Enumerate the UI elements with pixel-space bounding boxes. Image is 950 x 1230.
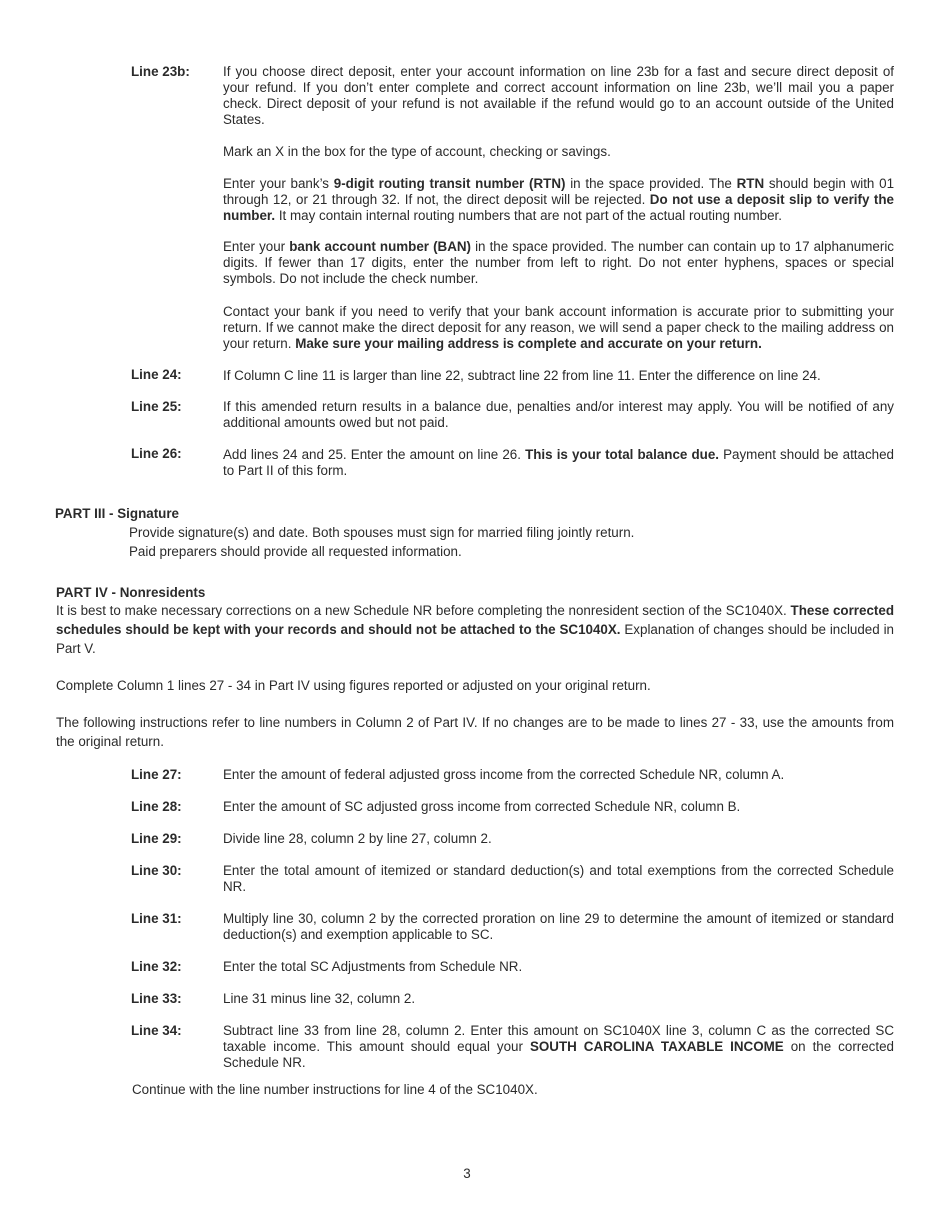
line-23b-paragraph-1: If you choose direct deposit, enter your account information on line 23b for a fast and secure direct deposit of your refund. If you don’t enter complete and correct account information on line 23b, we’ll mail you a paper check. Direct deposit of your refund is not available if the refund would go to an account outside of the United States. xyxy=(223,64,894,127)
page-number: 3 xyxy=(463,1166,471,1181)
line-31-text: Multiply line 30, column 2 by the corrected proration on line 29 to determine the amount of itemized or standard deduction(s) and exemption applicable to SC. xyxy=(223,911,894,942)
line-25-label: Line 25: xyxy=(131,399,182,414)
line-34-label: Line 34: xyxy=(131,1023,182,1038)
line-26-label: Line 26: xyxy=(131,446,182,461)
line-29-text: Divide line 28, column 2 by line 27, column 2. xyxy=(223,831,492,846)
line-27-text: Enter the amount of federal adjusted gross income from the corrected Schedule NR, column A. xyxy=(223,767,785,782)
part-3-line-2: Paid preparers should provide all requested information. xyxy=(129,544,462,559)
line-23b-paragraph-2: Mark an X in the box for the type of account, checking or savings. xyxy=(223,144,611,159)
line-30-text: Enter the total amount of itemized or standard deduction(s) and total exemptions from the corrected Schedule NR. xyxy=(223,863,894,894)
part-4-column-1-note: Complete Column 1 lines 27 - 34 in Part IV using figures reported or adjusted on your original return. xyxy=(56,678,651,693)
line-33-label: Line 33: xyxy=(131,991,182,1006)
part-4-heading: PART IV - Nonresidents xyxy=(56,585,206,600)
line-24-label: Line 24: xyxy=(131,367,182,382)
part-3-heading: PART III - Signature xyxy=(55,506,179,521)
line-25-text: If this amended return results in a balance due, penalties and/or interest may apply. You will be notified of any additional amounts owed but not paid. xyxy=(223,399,894,430)
continue-note: Continue with the line number instructions for line 4 of the SC1040X. xyxy=(132,1082,538,1097)
line-23b-paragraph-rtn: Enter your bank’s 9-digit routing transit number (RTN) in the space provided. The RTN should begin with 01 through 12, or 21 through 32. If not, the direct deposit will be rejected. Do not use a deposit slip to verify the number. It may contain internal routing numbers that are not part of the actual routing number. xyxy=(223,176,895,223)
line-33-text: Line 31 minus line 32, column 2. xyxy=(223,991,416,1006)
part-4-intro: It is best to make necessary corrections on a new Schedule NR before completing the nonresident section of the SC1040X. These corrected schedules should be kept with your records and should not be attached to the SC1040X. Explanation of changes should be included in Part V. xyxy=(56,603,894,656)
line-32-label: Line 32: xyxy=(131,959,182,974)
part-4-column-2-note: The following instructions refer to line numbers in Column 2 of Part IV. If no changes are to be made to lines 27 - 33, use the amounts from the original return. xyxy=(56,715,894,749)
line-27-label: Line 27: xyxy=(131,767,182,782)
part-3-line-1: Provide signature(s) and date. Both spouses must sign for married filing jointly return. xyxy=(129,525,635,540)
line-23b-label: Line 23b: xyxy=(131,64,190,79)
line-23b-paragraph-contact: Contact your bank if you need to verify that your bank account information is accurate prior to submitting your return. If we cannot make the direct deposit for any reason, we will send a paper check to the mailing address on your return. Make sure your mailing address is complete and accurate on your return. xyxy=(223,304,894,351)
line-28-label: Line 28: xyxy=(131,799,182,814)
line-29-label: Line 29: xyxy=(131,831,182,846)
line-34-text: Subtract line 33 from line 28, column 2. Enter this amount on SC1040X line 3, column C as the corrected SC taxable income. This amount should equal your SOUTH CAROLINA TAXABLE INCOME on the corrected Schedule NR. xyxy=(223,1023,894,1070)
line-26-text: Add lines 24 and 25. Enter the amount on line 26. This is your total balance due. Payment should be attached to Part II of this form. xyxy=(223,447,894,478)
line-32-text: Enter the total SC Adjustments from Schedule NR. xyxy=(223,959,523,974)
line-28-text: Enter the amount of SC adjusted gross income from corrected Schedule NR, column B. xyxy=(223,799,741,814)
line-30-label: Line 30: xyxy=(131,863,182,878)
line-24-text: If Column C line 11 is larger than line 22, subtract line 22 from line 11. Enter the difference on line 24. xyxy=(223,368,821,383)
line-23b-paragraph-ban: Enter your bank account number (BAN) in the space provided. The number can contain up to 17 alphanumeric digits. If fewer than 17 digits, enter the number from left to right. Do not enter hyphens, spaces or special symbols. Do not include the check number. xyxy=(223,239,894,286)
line-31-label: Line 31: xyxy=(131,911,182,926)
